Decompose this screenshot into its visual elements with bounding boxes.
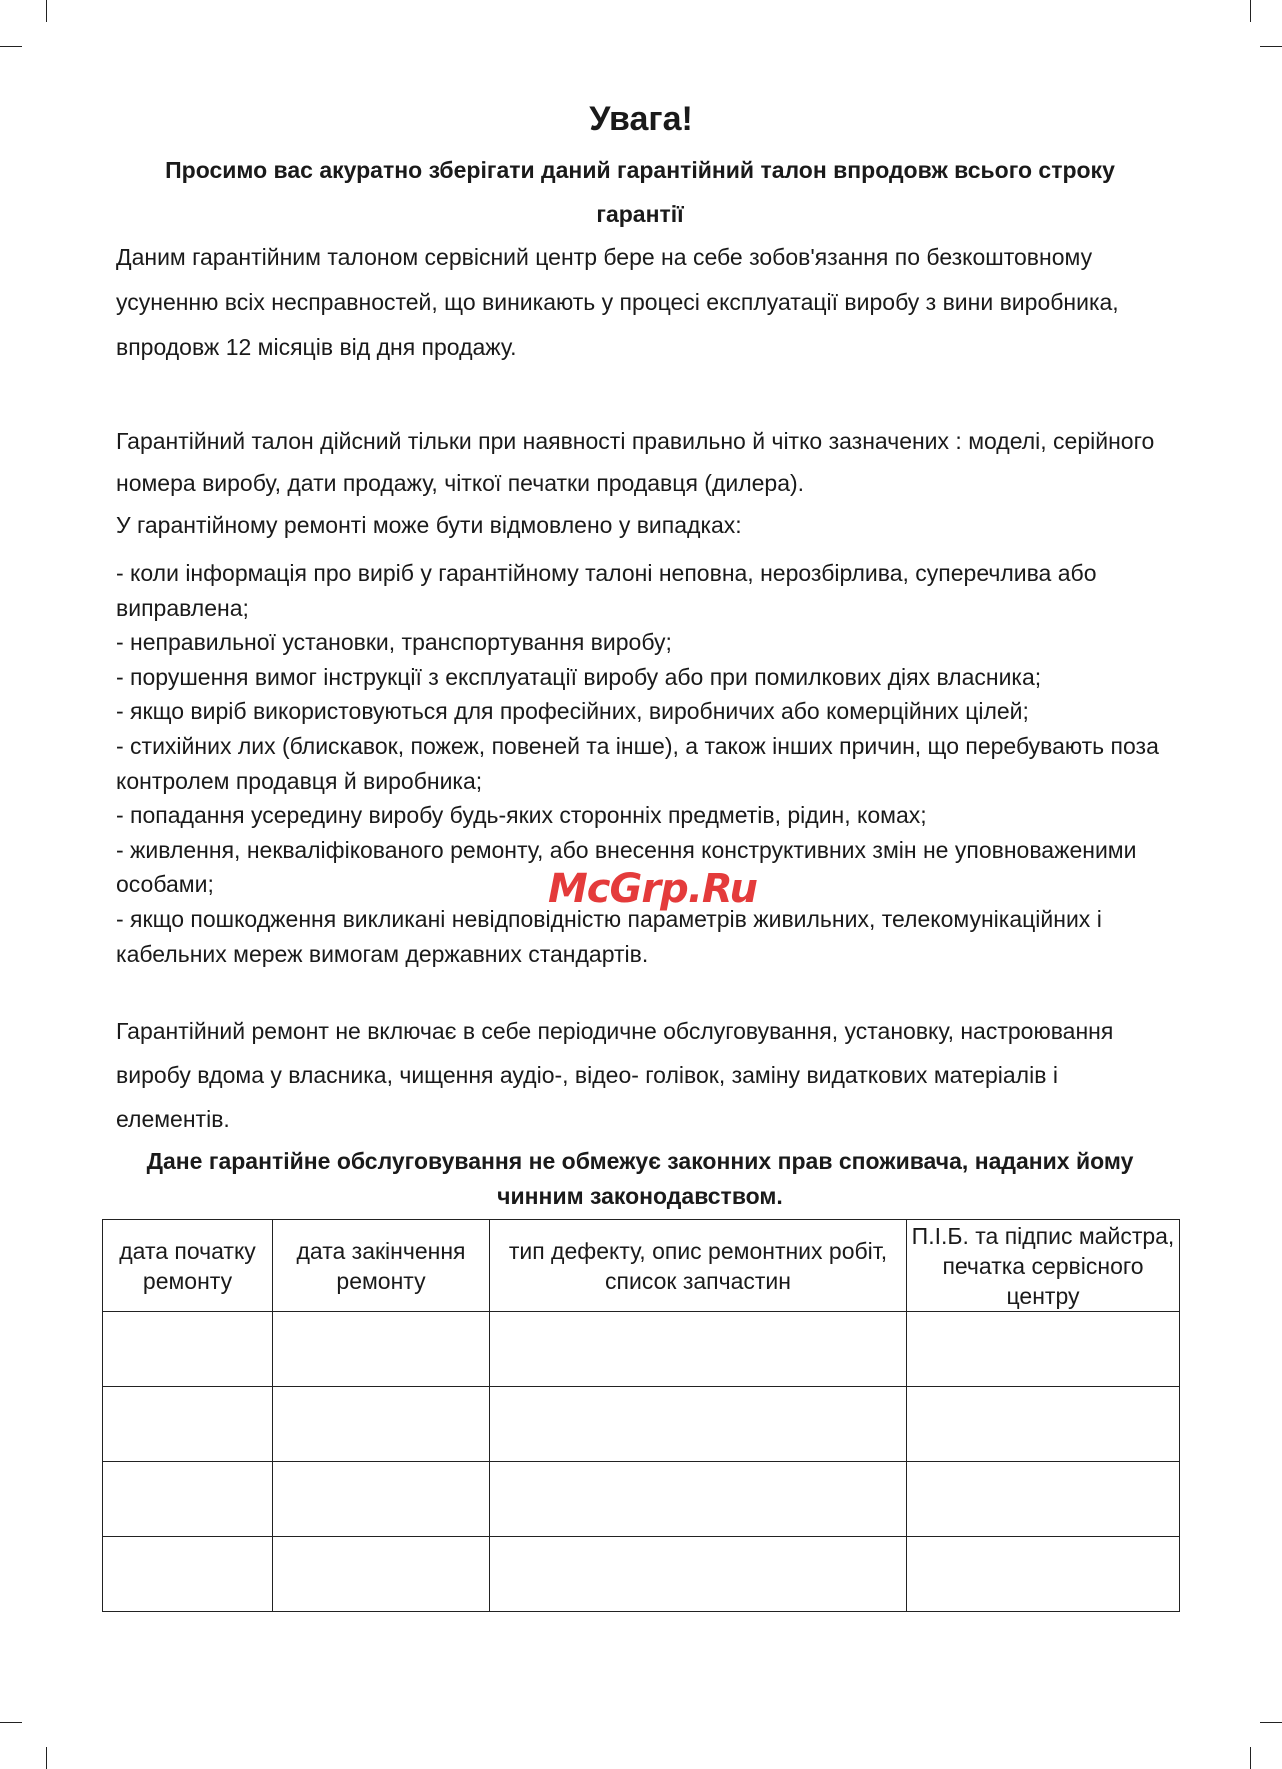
table-cell[interactable] bbox=[103, 1462, 273, 1537]
repair-table bbox=[102, 1219, 1180, 1612]
table-row bbox=[103, 1462, 1180, 1537]
list-item: - якщо пошкодження викликані невідповідністю параметрів живильних, телекомунікаційних і кабельних мереж вимогам державних стандартів. bbox=[116, 905, 1102, 967]
header-end-date: дата закінчення ремонту bbox=[273, 1220, 490, 1312]
crop-mark bbox=[1250, 1747, 1251, 1769]
table-cell[interactable] bbox=[907, 1462, 1180, 1537]
list-item: - якщо виріб використовуються для професійних, виробничих або комерційних цілей; bbox=[116, 698, 1029, 725]
table-cell[interactable] bbox=[273, 1462, 490, 1537]
list-item: - живлення, некваліфікованого ремонту, або внесення конструктивних змін не уповноваженими особами; bbox=[116, 836, 1137, 898]
crop-mark bbox=[1260, 1722, 1282, 1723]
table-cell[interactable] bbox=[273, 1537, 490, 1612]
table-cell[interactable] bbox=[273, 1312, 490, 1387]
rights-notice: Дане гарантійне обслуговування не обмежує законних прав споживача, наданих йому чинним законодавством. bbox=[146, 1148, 1134, 1209]
table-cell[interactable] bbox=[907, 1387, 1180, 1462]
table-cell[interactable] bbox=[490, 1462, 907, 1537]
table-cell[interactable] bbox=[103, 1537, 273, 1612]
crop-mark bbox=[46, 0, 47, 22]
header-master-signature: П.І.Б. та підпис майстра, печатка сервісного центру bbox=[907, 1220, 1180, 1312]
list-item: - попадання усередину виробу будь-яких сторонніх предметів, рідин, комах; bbox=[116, 802, 927, 829]
list-item: - порушення вимог інструкції з експлуатації виробу або при помилкових діях власника; bbox=[116, 663, 1042, 690]
table-cell[interactable] bbox=[907, 1312, 1180, 1387]
table-cell[interactable] bbox=[103, 1387, 273, 1462]
list-item: - коли інформація про виріб у гарантійному талоні неповна, нерозбірлива, суперечлива або виправлена; bbox=[116, 560, 1097, 621]
crop-mark bbox=[46, 1747, 47, 1769]
crop-mark bbox=[0, 46, 22, 47]
validity-paragraph bbox=[116, 420, 1176, 546]
table-cell[interactable] bbox=[907, 1537, 1180, 1612]
watermark: McGrp.Ru bbox=[548, 866, 757, 912]
table-row bbox=[103, 1312, 1180, 1387]
warranty-paragraph: Даним гарантійним талоном сервісний центр бере на себе зобов'язання по безкоштовному усуненню всіх несправностей, що виникають у процесі експлуатації виробу з вини виробника, впродовж 12 місяців від дня продажу. bbox=[116, 244, 1119, 360]
header-start-date: дата початку ремонту bbox=[103, 1220, 273, 1312]
list-item: - стихійних лих (блискавок, пожеж, повеней та інше), а також інших причин, що перебувають поза контролем продавця й виробника; bbox=[116, 732, 1159, 794]
list-item: - неправильної установки, транспортування виробу; bbox=[116, 629, 672, 656]
crop-mark bbox=[1250, 0, 1251, 22]
table-cell[interactable] bbox=[490, 1537, 907, 1612]
table-cell[interactable] bbox=[273, 1387, 490, 1462]
refusal-intro: У гарантійному ремонті може бути відмовлено у випадках: bbox=[116, 512, 742, 538]
validity-text: Гарантійний талон дійсний тільки при наявності правильно й чітко зазначених : моделі, серійного номера виробу, дати продажу, чіткої печатки продавця (дилера). bbox=[116, 428, 1155, 496]
table-row bbox=[103, 1387, 1180, 1462]
table-header-row bbox=[103, 1220, 1180, 1312]
table-cell[interactable] bbox=[103, 1312, 273, 1387]
table-cell[interactable] bbox=[490, 1387, 907, 1462]
subtitle: Просимо вас акуратно зберігати даний гарантійний талон впродовж всього строку гарантії bbox=[165, 157, 1115, 227]
crop-mark bbox=[1260, 46, 1282, 47]
table-cell[interactable] bbox=[490, 1312, 907, 1387]
exclusions-paragraph: Гарантійний ремонт не включає в себе періодичне обслуговування, установку, настроювання виробу вдома у власника, чищення аудіо-, відео- голівок, заміну видаткових матеріалів і елементів. bbox=[116, 1018, 1114, 1132]
page-title: Увага! bbox=[589, 100, 693, 138]
header-defect-description: тип дефекту, опис ремонтних робіт, список запчастин bbox=[490, 1220, 907, 1312]
crop-mark bbox=[0, 1722, 22, 1723]
table-row bbox=[103, 1537, 1180, 1612]
